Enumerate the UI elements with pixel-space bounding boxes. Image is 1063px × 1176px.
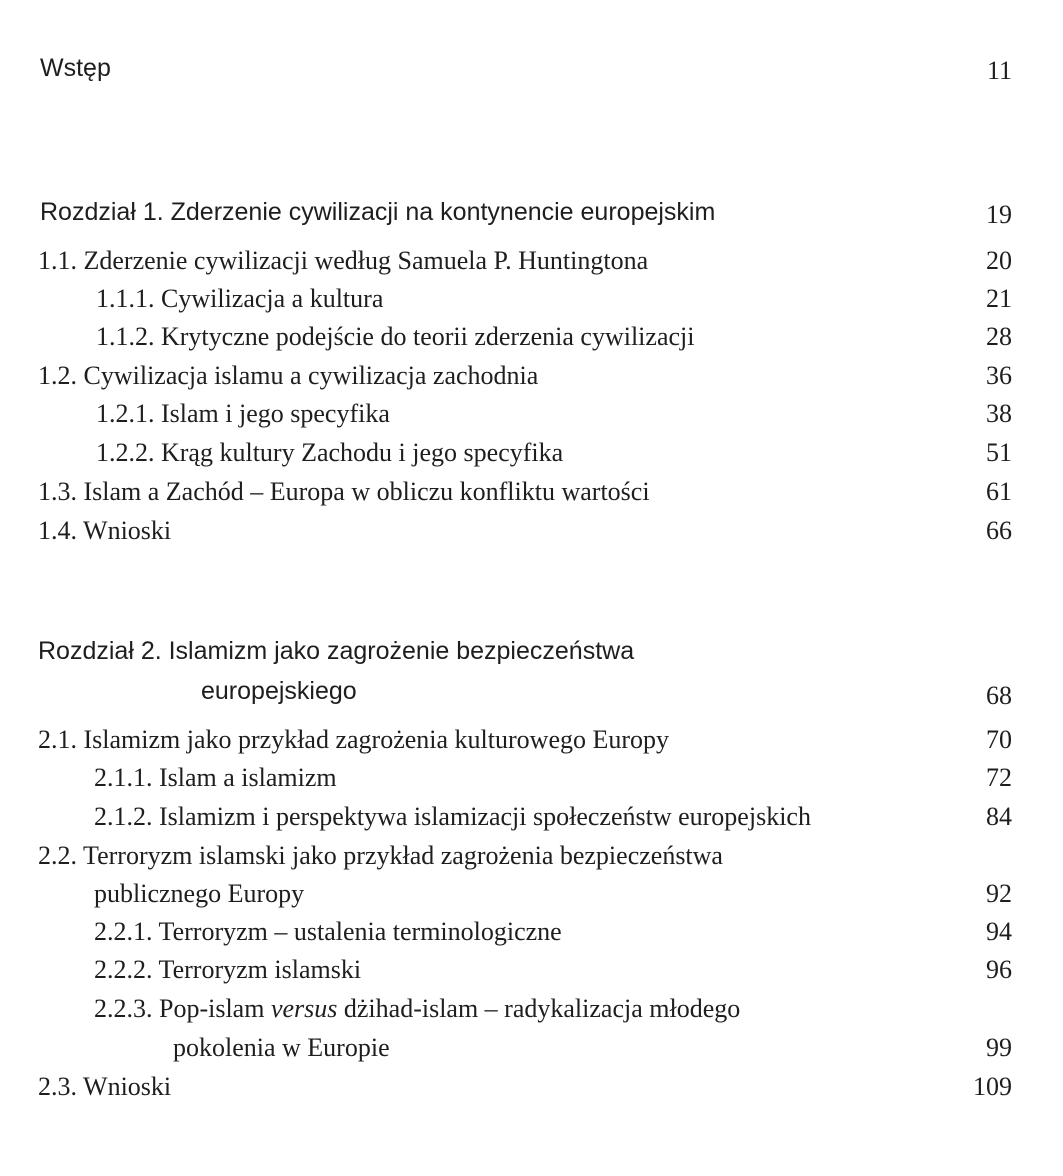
toc-entry-page: 72 — [986, 763, 1012, 792]
toc-entry-page: 96 — [986, 955, 1012, 984]
toc-entry-page: 28 — [986, 322, 1012, 351]
toc-entry-2-1-1 — [0, 763, 1063, 803]
toc-entry-2-2-3-cont — [0, 1033, 1063, 1073]
toc-entry-title — [94, 994, 740, 1024]
toc-entry-page: 11 — [986, 56, 1012, 85]
toc-entry-2-3 — [0, 1072, 1063, 1112]
toc-entry-title: 2.2.1. Terroryzm – ustalenia terminologiczne — [94, 917, 562, 946]
toc-entry-page: 92 — [986, 879, 1012, 908]
toc-entry-title: 1.4. Wnioski — [38, 516, 172, 545]
chapter-title: Rozdział 2. Islamizm jako zagrożenie bezpieczeństwa — [38, 637, 635, 665]
toc-entry-title: 2.2.2. Terroryzm islamski — [94, 955, 362, 984]
chapter-title-cont: europejskiego — [201, 677, 357, 705]
toc-entry-page: 99 — [986, 1033, 1012, 1062]
toc-entry-title: 1.3. Islam a Zachód – Europa w obliczu konfliktu wartości — [38, 477, 650, 506]
toc-entry-page: 20 — [986, 246, 1012, 275]
toc-entry-2-1 — [0, 725, 1063, 765]
chapter-title: Rozdział 1. Zderzenie cywilizacji na kontynencie europejskim — [40, 198, 716, 226]
toc-entry-1-1-2 — [0, 322, 1063, 362]
toc-entry-1-2-2 — [0, 438, 1063, 478]
toc-entry-page: 61 — [986, 477, 1012, 506]
toc-entry-page: 38 — [986, 399, 1012, 428]
toc-entry-2-1-2 — [0, 802, 1063, 842]
toc-entry-1-1 — [0, 246, 1063, 286]
toc-entry-title: 2.1.1. Islam a islamizm — [94, 763, 337, 792]
toc-entry-title: 1.2. Cywilizacja islamu a cywilizacja zachodnia — [38, 361, 539, 390]
toc-chapter-2 — [0, 637, 1063, 677]
toc-entry-1-3 — [0, 477, 1063, 517]
toc-entry-1-2-1 — [0, 399, 1063, 439]
toc-entry-title-cont: publicznego Europy — [94, 879, 305, 908]
toc-entry-title-part: dżihad-islam – radykalizacja młodego — [337, 994, 741, 1023]
toc-entry-2-2 — [0, 841, 1063, 881]
toc-entry-page: 66 — [986, 516, 1012, 545]
toc-entry-page: 109 — [973, 1072, 1012, 1101]
toc-entry-title: 1.1.1. Cywilizacja a kultura — [96, 284, 384, 313]
toc-entry-title: 1.2.1. Islam i jego specyfika — [96, 399, 390, 428]
toc-entry-page: 70 — [986, 725, 1012, 754]
toc-entry-title: 2.3. Wnioski — [38, 1072, 172, 1101]
toc-entry-2-2-3 — [0, 994, 1063, 1034]
toc-entry-page: 68 — [986, 681, 1012, 710]
toc-entry-title-italic: versus — [270, 994, 338, 1023]
toc-chapter-2-cont — [0, 677, 1063, 717]
toc-entry-page: 36 — [986, 361, 1012, 390]
toc-entry-title: 2.1. Islamizm jako przykład zagrożenia kulturowego Europy — [38, 725, 670, 754]
toc-entry-title: 1.2.2. Krąg kultury Zachodu i jego specyfika — [96, 438, 564, 467]
toc-entry-title: 1.1. Zderzenie cywilizacji według Samuela P. Huntingtona — [38, 246, 649, 275]
toc-entry-page: 51 — [986, 438, 1012, 467]
toc-entry-title: 2.2. Terroryzm islamski jako przykład zagrożenia bezpieczeństwa — [38, 841, 723, 870]
toc-entry-2-2-1 — [0, 917, 1063, 957]
toc-entry-1-4 — [0, 516, 1063, 556]
toc-entry-title: Wstęp — [40, 54, 111, 82]
toc-entry-title: 2.1.2. Islamizm i perspektywa islamizacji społeczeństw europejskich — [94, 802, 811, 831]
toc-entry-page: 84 — [986, 802, 1012, 831]
toc-entry-title-part: 2.2.3. Pop-islam — [94, 994, 271, 1023]
toc-entry-page: 21 — [986, 284, 1012, 313]
toc-entry-2-2-cont — [0, 879, 1063, 919]
toc-entry-title-cont: pokolenia w Europie — [173, 1033, 390, 1062]
toc-entry-intro — [0, 54, 1063, 94]
toc-entry-2-2-2 — [0, 955, 1063, 995]
toc-entry-1-2 — [0, 361, 1063, 401]
toc-entry-title: 1.1.2. Krytyczne podejście do teorii zderzenia cywilizacji — [96, 322, 695, 351]
toc-entry-page: 94 — [986, 917, 1012, 946]
toc-entry-1-1-1 — [0, 284, 1063, 324]
toc-entry-page: 19 — [986, 200, 1012, 229]
toc-chapter-1 — [0, 198, 1063, 238]
